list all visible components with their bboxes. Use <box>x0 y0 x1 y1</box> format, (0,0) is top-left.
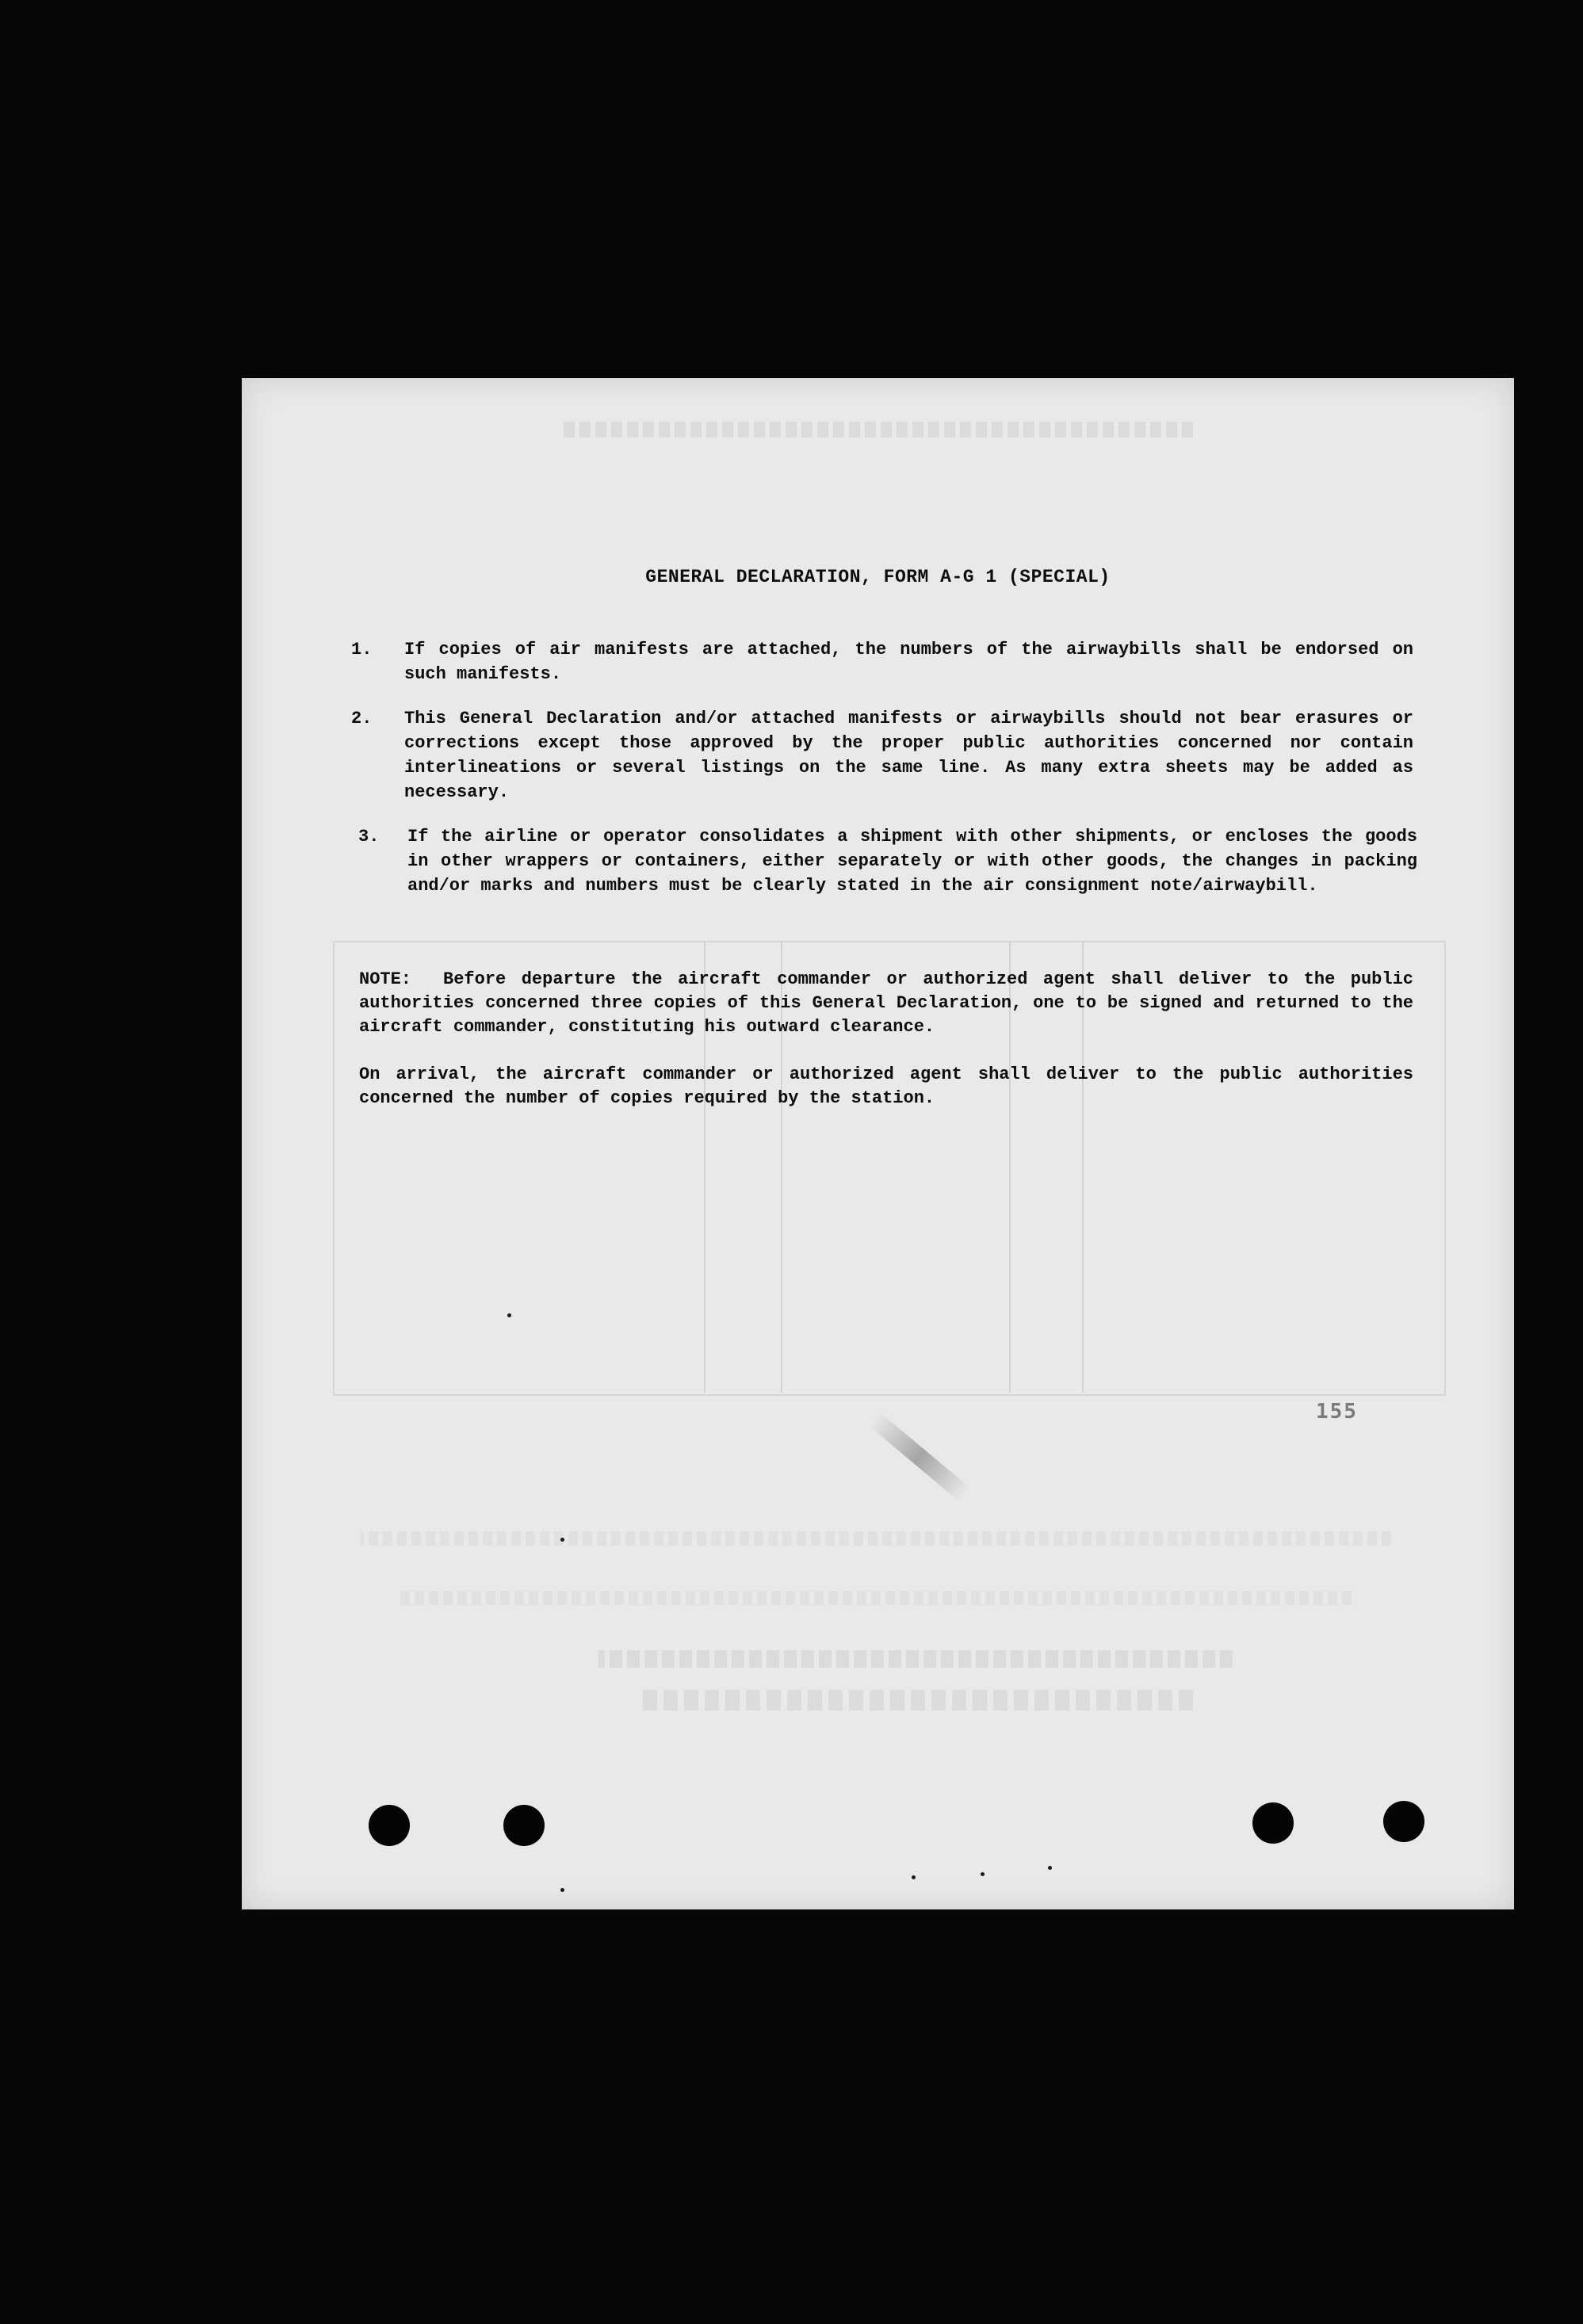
punch-hole <box>1252 1802 1294 1844</box>
note-text: Before departure the aircraft commander or authorized agent shall deliver to the public authorities concerned three copies of this General Declaration, one to be signed and returned to the aircraft commander, constituting his outward clearance. <box>359 969 1413 1037</box>
paper-speck <box>560 1538 564 1542</box>
punch-hole <box>503 1805 545 1846</box>
punch-hole <box>369 1805 410 1846</box>
item-number: 1. <box>351 640 373 659</box>
paper-speck <box>507 1313 511 1317</box>
faded-stamp-mark <box>868 1412 970 1501</box>
paper-speck <box>981 1872 985 1876</box>
punch-hole <box>1383 1801 1424 1842</box>
item-text: If copies of air manifests are attached, the numbers of the airwaybills shall be endorsed on such manifests. <box>404 640 1413 684</box>
item-text: This General Declaration and/or attached manifests or airwaybills should not bear erasures or corrections except those approved by the proper public authorities concerned nor contain interlineations or several listings on the same line. As many extra sheets may be added as necessary. <box>404 709 1413 802</box>
document-title: GENERAL DECLARATION, FORM A-G 1 (SPECIAL) <box>645 567 1111 587</box>
document-content <box>242 378 1514 1909</box>
item-text: If the airline or operator consolidates a shipment with other shipments, or encloses the goods in other wrappers or containers, either separately or with other goods, the changes in packing and/or marks and numbers must be clearly stated in the air consignment note/airwaybill. <box>407 827 1417 896</box>
note-paragraph-2: On arrival, the aircraft commander or authorized agent shall deliver to the public authorities concerned the number of copies required by the station. <box>359 1065 1413 1108</box>
paper-speck <box>912 1875 916 1879</box>
paper-speck <box>1048 1866 1052 1870</box>
note-section <box>359 968 1413 1110</box>
document-sheet <box>242 378 1514 1909</box>
item-number: 2. <box>351 709 373 728</box>
note-paragraph-1 <box>359 968 1413 1039</box>
instruction-item-1 <box>351 637 1413 686</box>
item-number: 3. <box>358 827 380 847</box>
instruction-item-3 <box>358 824 1417 898</box>
instruction-item-2 <box>351 706 1413 805</box>
paper-speck <box>560 1888 564 1892</box>
note-label: NOTE: <box>359 969 412 989</box>
page-number: 155 <box>1316 1400 1358 1424</box>
